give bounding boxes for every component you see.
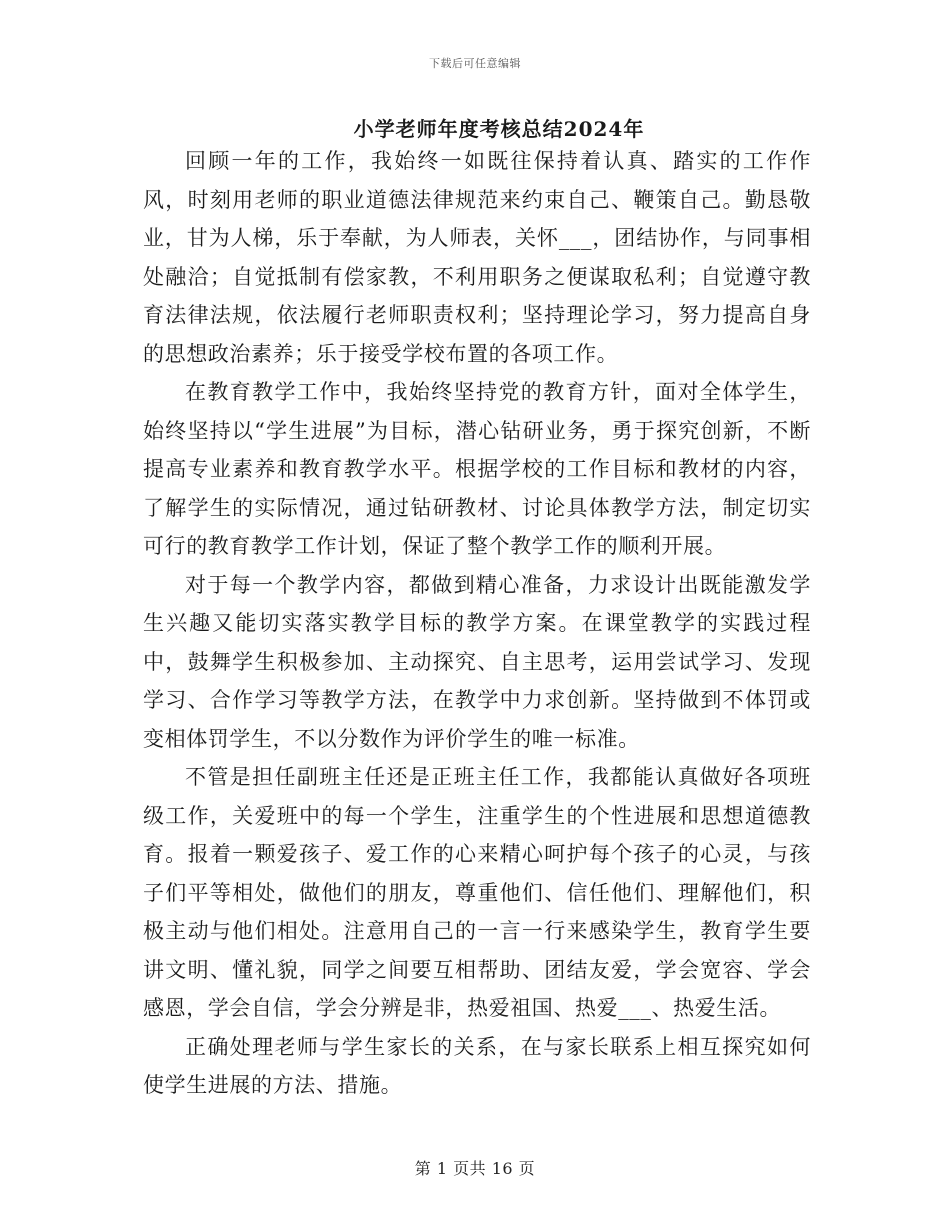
- paragraph-4: 不管是担任副班主任还是正班主任工作，我都能认真做好各项班级工作，关爱班中的每一个学生，注重学生的个性进展和思想道德教育。报着一颗爱孩子、爱工作的心来精心呵护每个孩子的心灵，与孩子们平等相处，做他们的朋友，尊重他们、信任他们、理解他们，积极主动与他们相处。注意用自己的一言一行来感染学生，教育学生要讲文明、懂礼貌，同学之间要互相帮助、团结友爱，学会宽容、学会感恩，学会自信，学会分辨是非，热爱祖国、热爱___、热爱生活。: [143, 765, 811, 1020]
- paragraph-1: 回顾一年的工作，我始终一如既往保持着认真、踏实的工作作风，时刻用老师的职业道德法律规范来约束自己、鞭策自己。勤恳敬业，甘为人梯，乐于奉献，为人师表，关怀___，团结协作，与同事相处融洽；自觉抵制有偿家教，不利用职务之便谋取私利；自觉遵守教育法律法规，依法履行老师职责权利；坚持理论学习，努力提高自身的思想政治素养；乐于接受学校布置的各项工作。: [143, 149, 811, 366]
- header-note: 下载后可任意编辑: [429, 57, 521, 70]
- paragraph-2: 在教育教学工作中，我始终坚持党的教育方针，面对全体学生，始终坚持以“学生进展”为目标，潜心钻研业务，勇于探究创新，不断提高专业素养和教育教学水平。根据学校的工作目标和教材的内容，了解学生的实际情况，通过钻研教材、讨论具体教学方法，制定切实可行的教育教学工作计划，保证了整个教学工作的顺利开展。: [143, 380, 811, 558]
- paragraph-3: 对于每一个教学内容，都做到精心准备，力求设计出既能激发学生兴趣又能切实落实教学目标的教学方案。在课堂教学的实践过程中，鼓舞学生积极参加、主动探究、自主思考，运用尝试学习、发现学习、合作学习等教学方法，在教学中力求创新。坚持做到不体罚或变相体罚学生，不以分数作为评价学生的唯一标准。: [143, 572, 811, 751]
- document-title: 小学老师年度考核总结2024年: [353, 117, 645, 141]
- document-body: [143, 142, 811, 1105]
- paragraph-5: 正确处理老师与学生家长的关系，在与家长联系上相互探究如何使学生进展的方法、措施。: [143, 1034, 811, 1097]
- page-footer: 第 1 页共 16 页: [414, 1159, 536, 1178]
